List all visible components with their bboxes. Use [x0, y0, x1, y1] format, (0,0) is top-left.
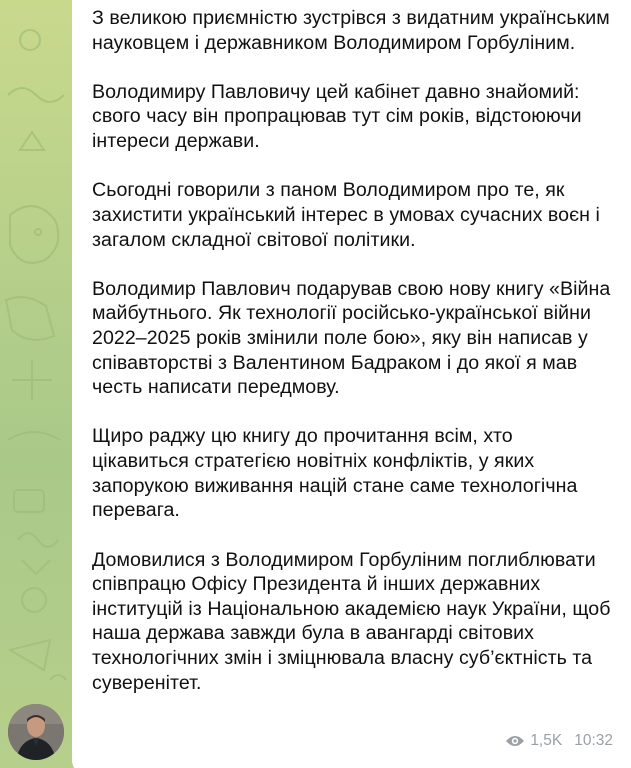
doodle-squiggle	[50, 675, 66, 680]
message-time: 10:32	[574, 732, 613, 749]
message-paragraph-4: Володимир Павлович подарував свою нову книгу «Війна майбутнього. Як технології російсько-української війни 2022–2025 років змінили поле бою», яку він написав у співавторстві з Валентином Бадраком і до якої я мав честь написати передмову.	[92, 277, 611, 399]
doodle-ball	[22, 588, 46, 612]
view-count: 1,5K	[530, 732, 563, 749]
doodle-pizza	[10, 640, 50, 670]
doodle-box	[14, 490, 44, 512]
message-paragraph-5: Щиро раджу цю книгу до прочитання всім, хто цікавиться стратегією новітніх конфліктів, у яких запорукою виживання націй стане саме технологічна перевага.	[92, 425, 578, 522]
message-paragraph-6: Домовилися з Володимиром Горбуліним поглиблювати співпрацю Офісу Президента й інших державних інституцій із Національною академією наук України, щоб наша держава завжди була в авангарді світових технологічних змін і зміцнювала власну суб’єктність та суверенітет.	[92, 548, 611, 694]
message-meta	[505, 732, 613, 750]
doodle-eye	[35, 229, 41, 235]
doodle-blob	[6, 297, 54, 340]
message-text	[92, 6, 612, 695]
doodle-arc	[8, 432, 60, 440]
avatar[interactable]	[8, 704, 64, 760]
doodle-triangle	[20, 132, 44, 150]
message-paragraph-2: Володимиру Павловичу цей кабінет давно знайомий: свого часу він пропрацював тут сім років, відстоюючи інтереси держави.	[92, 80, 582, 153]
message-paragraph-1: З великою приємністю зустрівся з видатним українським науковцем і державником Володимиром Горбуліним.	[92, 7, 610, 54]
doodle-circle	[20, 30, 40, 50]
doodle-wave	[8, 88, 64, 102]
doodle-dinosaur	[10, 206, 58, 263]
message-paragraph-3: Сьогодні говорили з паном Володимиром про те, як захистити український інтерес в умовах сучасних воєн і загалом складної світової політики.	[92, 179, 600, 251]
avatar-photo	[8, 704, 64, 760]
doodle-plus	[12, 360, 52, 400]
doodle-gingerbread	[18, 533, 58, 574]
eye-icon	[505, 734, 525, 748]
